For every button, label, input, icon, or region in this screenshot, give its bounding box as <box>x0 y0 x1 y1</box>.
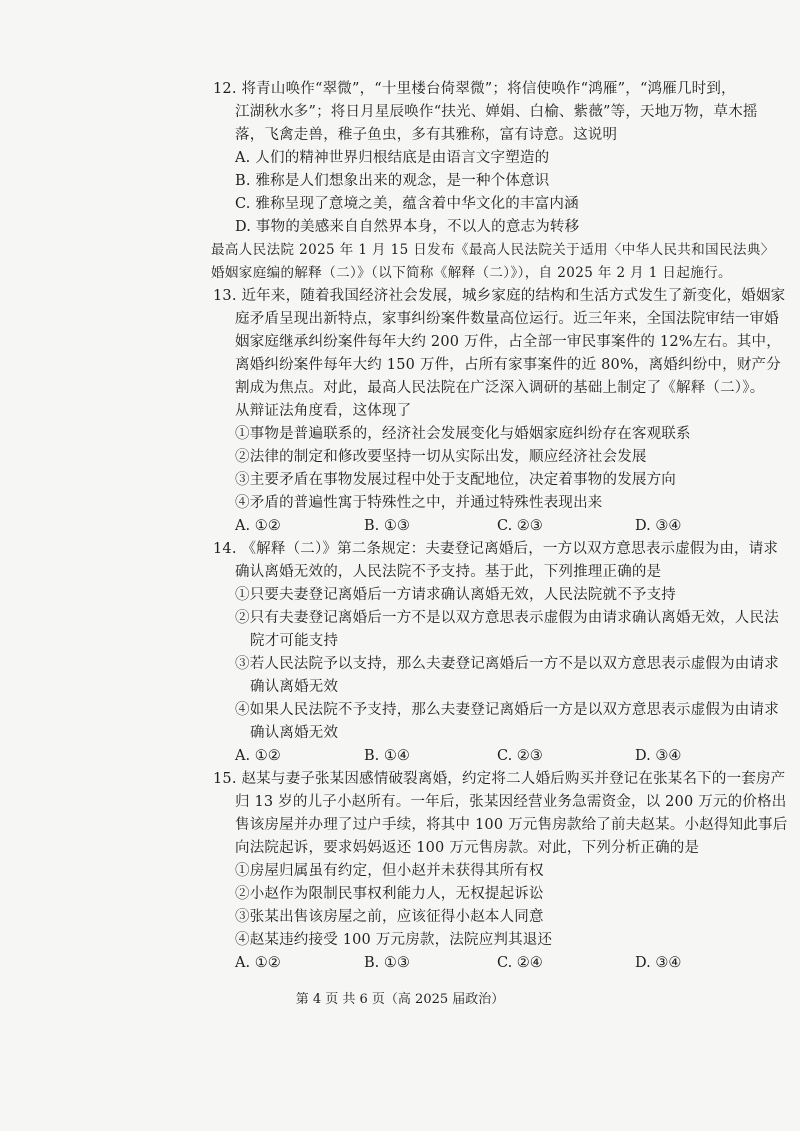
q13-stem-line-5: 割成为焦点。对此，最高人民法院在广泛深入调研的基础上制定了《解释（二）》。 <box>235 380 765 396</box>
q14-answer-d: D. ③④ <box>635 748 682 764</box>
q15-stem-line-1: 15. 赵某与妻子张某因感情破裂离婚，约定将二人婚后购买并登记在张某名下的一套房产 <box>213 771 786 787</box>
q15-stem-line-4: 向法院起诉，要求妈妈返还 100 万元售房款。对此，下列分析正确的是 <box>235 840 700 856</box>
q12-option-a: A. 人们的精神世界归根结底是由语言文字塑造的 <box>235 150 550 166</box>
q15-answer-c: C. ②④ <box>497 955 543 971</box>
q15-answer-d: D. ③④ <box>635 955 682 971</box>
q15-stem-line-2: 归 13 岁的儿子小赵所有。一年后，张某因经营业务急需资金，以 200 万元的价格出 <box>235 794 787 810</box>
q13-item-4: ④矛盾的普遍性寓于特殊性之中，并通过特殊性表现出来 <box>235 495 603 511</box>
intro-line-1: 最高人民法院 2025 年 1 月 15 日发布《最高人民法院关于适用〈中华人民共和国民法典〉 <box>211 242 775 258</box>
q12-option-d: D. 事物的美感来自自然界本身，不以人的意志为转移 <box>235 219 580 235</box>
q12-option-c: C. 雅称呈现了意境之美，蕴含着中华文化的丰富内涵 <box>235 196 579 212</box>
q13-item-3: ③主要矛盾在事物发展过程中处于支配地位，决定着事物的发展方向 <box>235 472 676 488</box>
q13-stem-line-1: 13. 近年来，随着我国经济社会发展，城乡家庭的结构和生活方式发生了新变化，婚姻家 <box>213 288 786 304</box>
q14-answer-c: C. ②③ <box>497 748 543 764</box>
q15-item-1: ①房屋归属虽有约定，但小赵并未获得其所有权 <box>235 863 544 879</box>
page-footer: 第 4 页 共 6 页（高 2025 届政治） <box>295 992 505 1007</box>
q14-item-2: ②只有夫妻登记离婚后一方不是以双方意思表示虚假为由请求确认离婚无效，人民法 <box>235 610 779 626</box>
q15-item-4: ④赵某违约接受 100 万元房款，法院应判其退还 <box>235 932 553 948</box>
q15-stem-line-3: 售该房屋并办理了过户手续，将其中 100 万元售房款给了前夫赵某。小赵得知此事后 <box>235 817 788 833</box>
q14-item-3-cont: 确认离婚无效 <box>250 679 339 695</box>
q15-answer-b: B. ①③ <box>364 955 410 971</box>
q13-answer-b: B. ①③ <box>364 518 410 534</box>
q12-option-b: B. 雅称是人们想象出来的观念，是一种个体意识 <box>235 173 550 189</box>
q13-answer-d: D. ③④ <box>635 518 682 534</box>
q13-answer-c: C. ②③ <box>497 518 543 534</box>
q14-item-2-cont: 院才可能支持 <box>250 633 339 649</box>
q14-stem-line-1: 14. 《解释（二）》第二条规定：夫妻登记离婚后，一方以双方意思表示虚假为由，请求 <box>213 541 779 557</box>
q14-answer-a: A. ①② <box>235 748 281 764</box>
q14-item-4-cont: 确认离婚无效 <box>250 725 339 741</box>
q12-stem-line-2: 江湖秋水多”；将日月星辰唤作“扶光、婵娟、白榆、紫薇”等，天地万物，草木摇 <box>235 104 758 120</box>
q13-stem-line-4: 离婚纠纷案件每年大约 150 万件，占所有家事案件的近 80%，离婚纠纷中，财产分 <box>235 357 781 373</box>
q14-item-1: ①只要夫妻登记离婚后一方请求确认离婚无效，人民法院就不予支持 <box>235 587 676 603</box>
q14-item-3: ③若人民法院予以支持，那么夫妻登记离婚后一方不是以双方意思表示虚假为由请求 <box>235 656 779 672</box>
q15-answer-a: A. ①② <box>235 955 281 971</box>
q13-stem-line-6: 从辩证法角度看，这体现了 <box>235 403 412 419</box>
intro-line-2: 婚姻家庭编的解释（二）》（以下简称《解释（二）》），自 2025 年 2 月 1 日起施行。 <box>211 265 732 281</box>
q12-stem-line-3: 落，飞禽走兽，稚子鱼虫，多有其雅称，富有诗意。这说明 <box>235 127 618 143</box>
q13-stem-line-2: 庭矛盾呈现出新特点，家事纠纷案件数量高位运行。近三年来，全国法院审结一审婚 <box>235 311 779 327</box>
q13-stem-line-3: 姻家庭继承纠纷案件每年大约 200 万件，占全部一审民事案件的 12%左右。其中， <box>235 334 781 350</box>
q14-stem-line-2: 确认离婚无效的，人民法院不予支持。基于此，下列推理正确的是 <box>235 564 662 580</box>
q15-item-2: ②小赵作为限制民事权利能力人，无权提起诉讼 <box>235 886 544 902</box>
q15-item-3: ③张某出售该房屋之前，应该征得小赵本人同意 <box>235 909 544 925</box>
q13-item-1: ①事物是普遍联系的，经济社会发展变化与婚姻家庭纠纷存在客观联系 <box>235 426 691 442</box>
q14-item-4: ④如果人民法院不予支持，那么夫妻登记离婚后一方是以双方意思表示虚假为由请求 <box>235 702 779 718</box>
q12-stem-line-1: 12. 将青山唤作“翠微”，“十里楼台倚翠微”；将信使唤作“鸿雁”，“鸿雁几时到， <box>213 81 736 97</box>
q14-answer-b: B. ①④ <box>364 748 410 764</box>
q13-item-2: ②法律的制定和修改要坚持一切从实际出发，顺应经济社会发展 <box>235 449 647 465</box>
q13-answer-a: A. ①② <box>235 518 281 534</box>
